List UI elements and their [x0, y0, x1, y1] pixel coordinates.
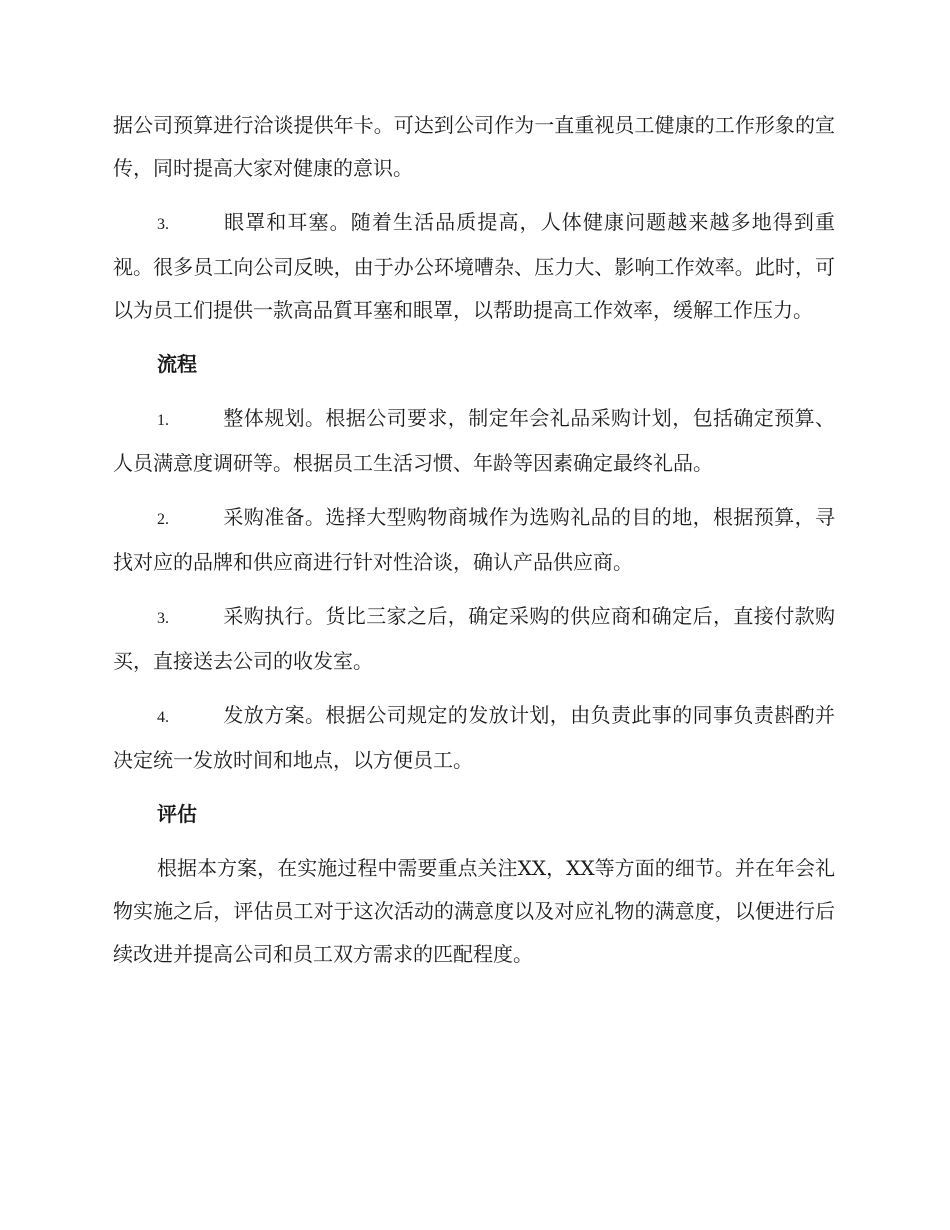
list-item-text: 眼罩和耳塞。随着生活品质提高，人体健康问题越来越多地得到重视。很多员工向公司反映，由于办公环境嘈杂、压力大、影响工作效率。此时，可以为员工们提供一款高品質耳塞和眼罩，以帮助提高工作效率，缓解工作压力。	[113, 210, 835, 322]
document-page	[113, 104, 835, 976]
list-number: 1.	[157, 412, 169, 429]
process-item-3	[113, 595, 835, 683]
process-item-4	[113, 694, 835, 782]
list-item-text: 采购执行。货比三家之后，确定采购的供应商和确定后，直接付款购买，直接送去公司的收发室。	[113, 604, 835, 673]
list-item-text: 整体规划。根据公司要求，制定年会礼品采购计划，包括确定预算、人员满意度调研等。根据员工生活习惯、年龄等因素确定最终礼品。	[113, 406, 835, 475]
process-item-2	[113, 496, 835, 584]
list-number: 3.	[157, 216, 169, 233]
section-heading-evaluation: 评估	[157, 802, 197, 826]
list-item-text: 采购准备。选择大型购物商城作为选购礼品的目的地，根据预算，寻找对应的品牌和供应商进行针对性洽谈，确认产品供应商。	[113, 505, 835, 574]
gift-item-3	[113, 201, 835, 332]
evaluation-paragraph: 根据本方案，在实施过程中需要重点关注XX，XX等方面的细节。并在年会礼物实施之后，评估员工对于这次活动的满意度以及对应礼物的满意度，以便进行后续改进并提高公司和员工双方需求的匹配程度。	[113, 856, 835, 966]
section-heading-process: 流程	[157, 352, 197, 376]
process-item-1	[113, 397, 835, 485]
list-number: 3.	[157, 610, 169, 627]
intro-continued-paragraph: 据公司预算进行洽谈提供年卡。可达到公司作为一直重视员工健康的工作形象的宣传，同时提高大家对健康的意识。	[113, 113, 835, 180]
list-number: 4.	[157, 709, 169, 726]
list-number: 2.	[157, 511, 169, 528]
list-item-text: 发放方案。根据公司规定的发放计划，由负责此事的同事负责斟酌并决定统一发放时间和地点，以方便员工。	[113, 703, 835, 772]
